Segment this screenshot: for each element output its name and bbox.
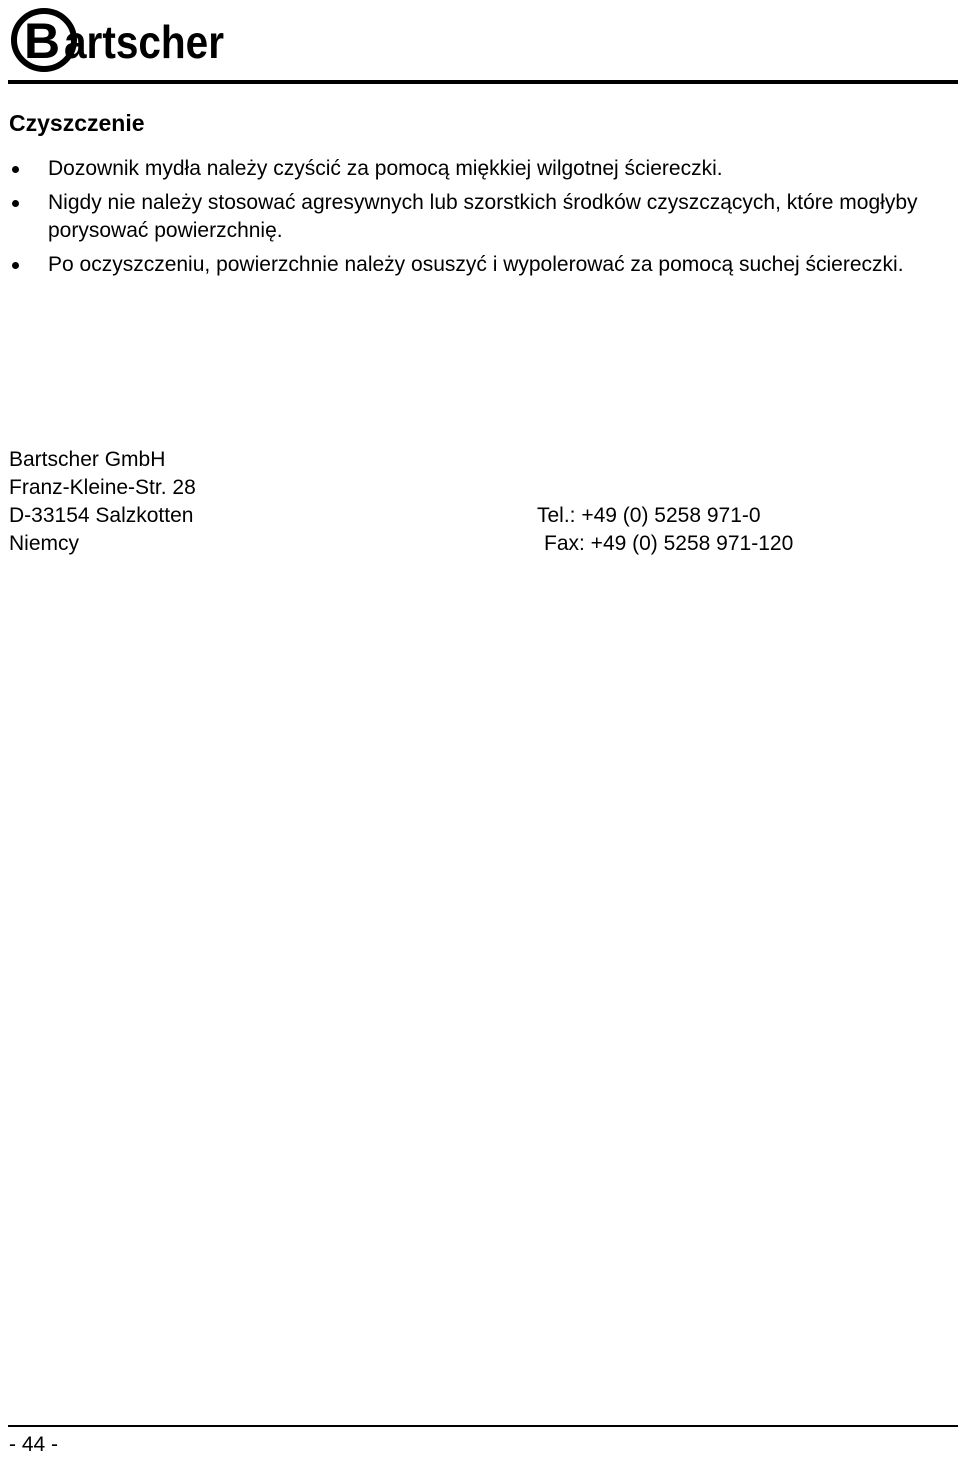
- list-item-text: Po oczyszczeniu, powierzchnie należy osuszyć i wypolerować za pomocą suchej ściereczki.: [48, 253, 904, 276]
- address-line: [9, 502, 909, 530]
- company-name: Bartscher GmbH: [9, 448, 166, 471]
- company-address: [9, 446, 909, 558]
- svg-text:artscher: artscher: [64, 16, 225, 68]
- list-item: [9, 189, 954, 245]
- list-item-text: Dozownik mydła należy czyścić za pomocą miękkiej wilgotnej ściereczki.: [48, 157, 723, 180]
- section-title: Czyszczenie: [9, 110, 145, 136]
- list-item: [9, 155, 954, 183]
- cleaning-instructions-list: [9, 155, 954, 285]
- address-line: [9, 530, 909, 558]
- bullet-icon: [12, 200, 19, 207]
- list-item-text: Nigdy nie należy stosować agresywnych lub szorstkich środków czyszczących, które mogłyby porysować powierzchnię.: [48, 191, 918, 242]
- country-name: Niemcy: [9, 532, 80, 555]
- telephone-number: Tel.: +49 (0) 5258 971-0: [537, 504, 761, 527]
- bullet-icon: [12, 262, 19, 269]
- city-address: D-33154 Salzkotten: [9, 504, 194, 527]
- bullet-icon: [12, 166, 19, 173]
- address-line: [9, 446, 909, 474]
- fax-number: Fax: +49 (0) 5258 971-120: [544, 532, 794, 555]
- bartscher-logo: [10, 6, 230, 72]
- header-divider: [8, 80, 958, 84]
- page-number: - 44 -: [9, 1433, 59, 1456]
- street-address: Franz-Kleine-Str. 28: [9, 476, 196, 499]
- list-item: [9, 251, 954, 279]
- page-header: [0, 0, 960, 86]
- footer-divider: [8, 1425, 958, 1427]
- svg-text:B: B: [24, 13, 61, 69]
- address-line: [9, 474, 909, 502]
